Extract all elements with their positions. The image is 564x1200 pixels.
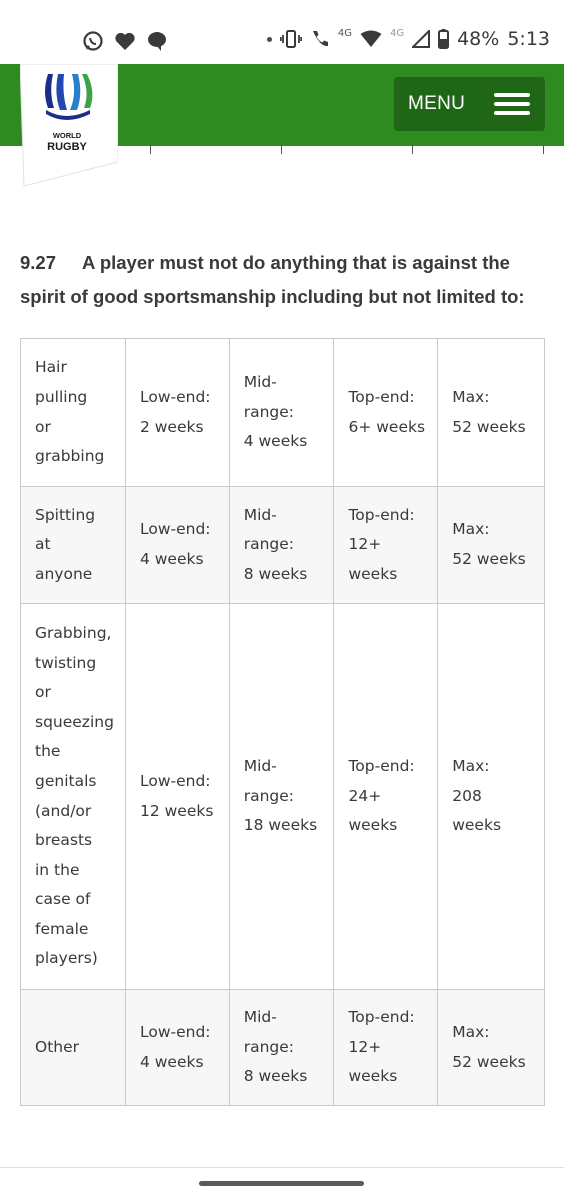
table-row xyxy=(21,604,545,990)
status-bar xyxy=(0,0,564,64)
cell-line: 6+ weeks xyxy=(348,417,426,436)
cell-line: range: xyxy=(243,402,295,421)
cell-line: weeks xyxy=(452,816,502,835)
cell-line: pulling xyxy=(35,387,88,406)
cell-line: Top-end: xyxy=(348,1008,415,1027)
cell-line: Hair xyxy=(35,358,67,377)
low-end-cell xyxy=(125,339,229,487)
cell-line: Low-end: xyxy=(139,387,211,406)
cell-line: 12+ xyxy=(348,535,382,554)
network-type-label: 4G xyxy=(337,27,352,39)
cell-line: Mid- xyxy=(243,757,277,776)
cell-line: weeks xyxy=(348,1067,398,1086)
cell-line: Grabbing, xyxy=(35,623,112,642)
wifi-call-icon xyxy=(310,29,330,49)
cell-line: 12 weeks xyxy=(139,801,214,820)
cell-line: players) xyxy=(35,949,98,968)
cell-line: Low-end: xyxy=(139,771,211,790)
offence-cell xyxy=(21,487,126,604)
cell-line: squeezing xyxy=(35,712,114,731)
cell-line: 4 weeks xyxy=(139,550,204,568)
cell-line: 24+ xyxy=(348,786,382,805)
cell-line: Other xyxy=(35,1037,80,1056)
chat-bubble-icon xyxy=(146,30,168,52)
bottom-divider xyxy=(0,1167,564,1168)
cell-line: 12+ xyxy=(348,1037,382,1056)
mid-range-cell xyxy=(229,990,334,1106)
cell-line: twisting xyxy=(35,653,97,672)
cell-line: Spitting xyxy=(35,505,96,524)
cell-line: grabbing xyxy=(35,447,105,466)
cell-line: the xyxy=(35,742,61,761)
sanctions-table xyxy=(20,338,545,1106)
rule-text: A player must not do anything that is against the spirit of good sportsmanship including but not limited to: xyxy=(20,252,525,307)
cell-line: Max: xyxy=(452,757,490,776)
cell-line: 18 weeks xyxy=(243,816,318,835)
battery-percentage: 48% xyxy=(457,28,500,50)
top-end-cell xyxy=(334,487,438,604)
max-cell xyxy=(438,339,545,487)
wifi-icon xyxy=(360,30,382,48)
cell-line: Mid- xyxy=(243,1008,277,1027)
logo-text-rugby: RUGBY xyxy=(47,141,87,153)
logo-text-world: WORLD xyxy=(52,131,82,140)
cell-line: Low-end: xyxy=(139,520,211,539)
cell-line: 8 weeks xyxy=(243,564,308,583)
cell-line: Mid- xyxy=(243,505,277,524)
cell-line: or xyxy=(35,683,51,702)
top-end-cell xyxy=(334,604,438,990)
rule-heading xyxy=(20,246,545,314)
vibrate-icon xyxy=(280,30,302,48)
offence-cell xyxy=(21,990,126,1106)
rule-number: 9.27 xyxy=(20,252,57,273)
signal-icon xyxy=(412,30,430,48)
max-cell xyxy=(438,487,545,604)
mid-range-cell xyxy=(229,604,334,990)
top-end-cell xyxy=(334,990,438,1106)
table-row xyxy=(21,487,545,604)
cell-line: 4 weeks xyxy=(243,432,308,451)
cell-line: Max: xyxy=(452,387,490,406)
whatsapp-icon xyxy=(82,30,104,52)
clock-time: 5:13 xyxy=(507,28,550,50)
max-cell xyxy=(438,990,545,1106)
menu-button[interactable] xyxy=(394,77,545,131)
cell-line: in the xyxy=(35,860,80,879)
low-end-cell xyxy=(125,604,229,990)
cell-line: 2 weeks xyxy=(139,417,204,436)
cell-line: range: xyxy=(243,1037,295,1056)
cell-line: Top-end: xyxy=(348,757,415,776)
mid-range-cell xyxy=(229,487,334,604)
cell-line: 52 weeks xyxy=(452,417,526,436)
table-row xyxy=(21,339,545,487)
cell-line: (and/or xyxy=(35,801,92,820)
cell-line: 4 weeks xyxy=(139,1052,204,1071)
table-row xyxy=(21,990,545,1106)
battery-icon xyxy=(438,29,449,49)
cell-line: Top-end: xyxy=(348,505,415,524)
cell-line: or xyxy=(35,417,51,436)
cell-line: Max: xyxy=(452,520,490,539)
cell-line: Mid- xyxy=(243,373,277,392)
cell-line: case of xyxy=(35,890,91,909)
cell-line: weeks xyxy=(348,564,398,583)
top-end-cell xyxy=(334,339,438,487)
network-type-label-secondary: 4G xyxy=(389,27,405,39)
cell-line: female xyxy=(35,919,89,938)
cell-line: genitals xyxy=(35,771,97,790)
mid-range-cell xyxy=(229,339,334,487)
system-status xyxy=(267,28,550,50)
cell-line: weeks xyxy=(348,816,398,835)
cell-line: Low-end: xyxy=(139,1022,211,1041)
cell-line: at xyxy=(35,535,51,554)
notification-icons xyxy=(82,30,168,52)
gesture-navigation-bar[interactable] xyxy=(199,1181,364,1186)
cell-line: range: xyxy=(243,786,295,805)
cell-line: Top-end: xyxy=(348,387,415,406)
world-rugby-logo[interactable] xyxy=(20,64,118,188)
offence-cell xyxy=(21,339,126,487)
notification-dot-icon xyxy=(267,37,272,42)
max-cell xyxy=(438,604,545,990)
cell-line: 52 weeks xyxy=(452,1052,526,1071)
cell-line: 208 xyxy=(452,786,482,805)
low-end-cell xyxy=(125,487,229,604)
cell-line: 52 weeks xyxy=(452,550,526,568)
heart-icon xyxy=(114,31,136,51)
menu-label: MENU xyxy=(408,93,466,114)
cell-line: anyone xyxy=(35,564,93,583)
cell-line: breasts xyxy=(35,831,93,850)
cell-line: range: xyxy=(243,535,295,554)
low-end-cell xyxy=(125,990,229,1106)
offence-cell xyxy=(21,604,126,990)
cell-line: 8 weeks xyxy=(243,1067,308,1086)
hamburger-icon xyxy=(494,93,530,115)
cell-line: Max: xyxy=(452,1022,490,1041)
